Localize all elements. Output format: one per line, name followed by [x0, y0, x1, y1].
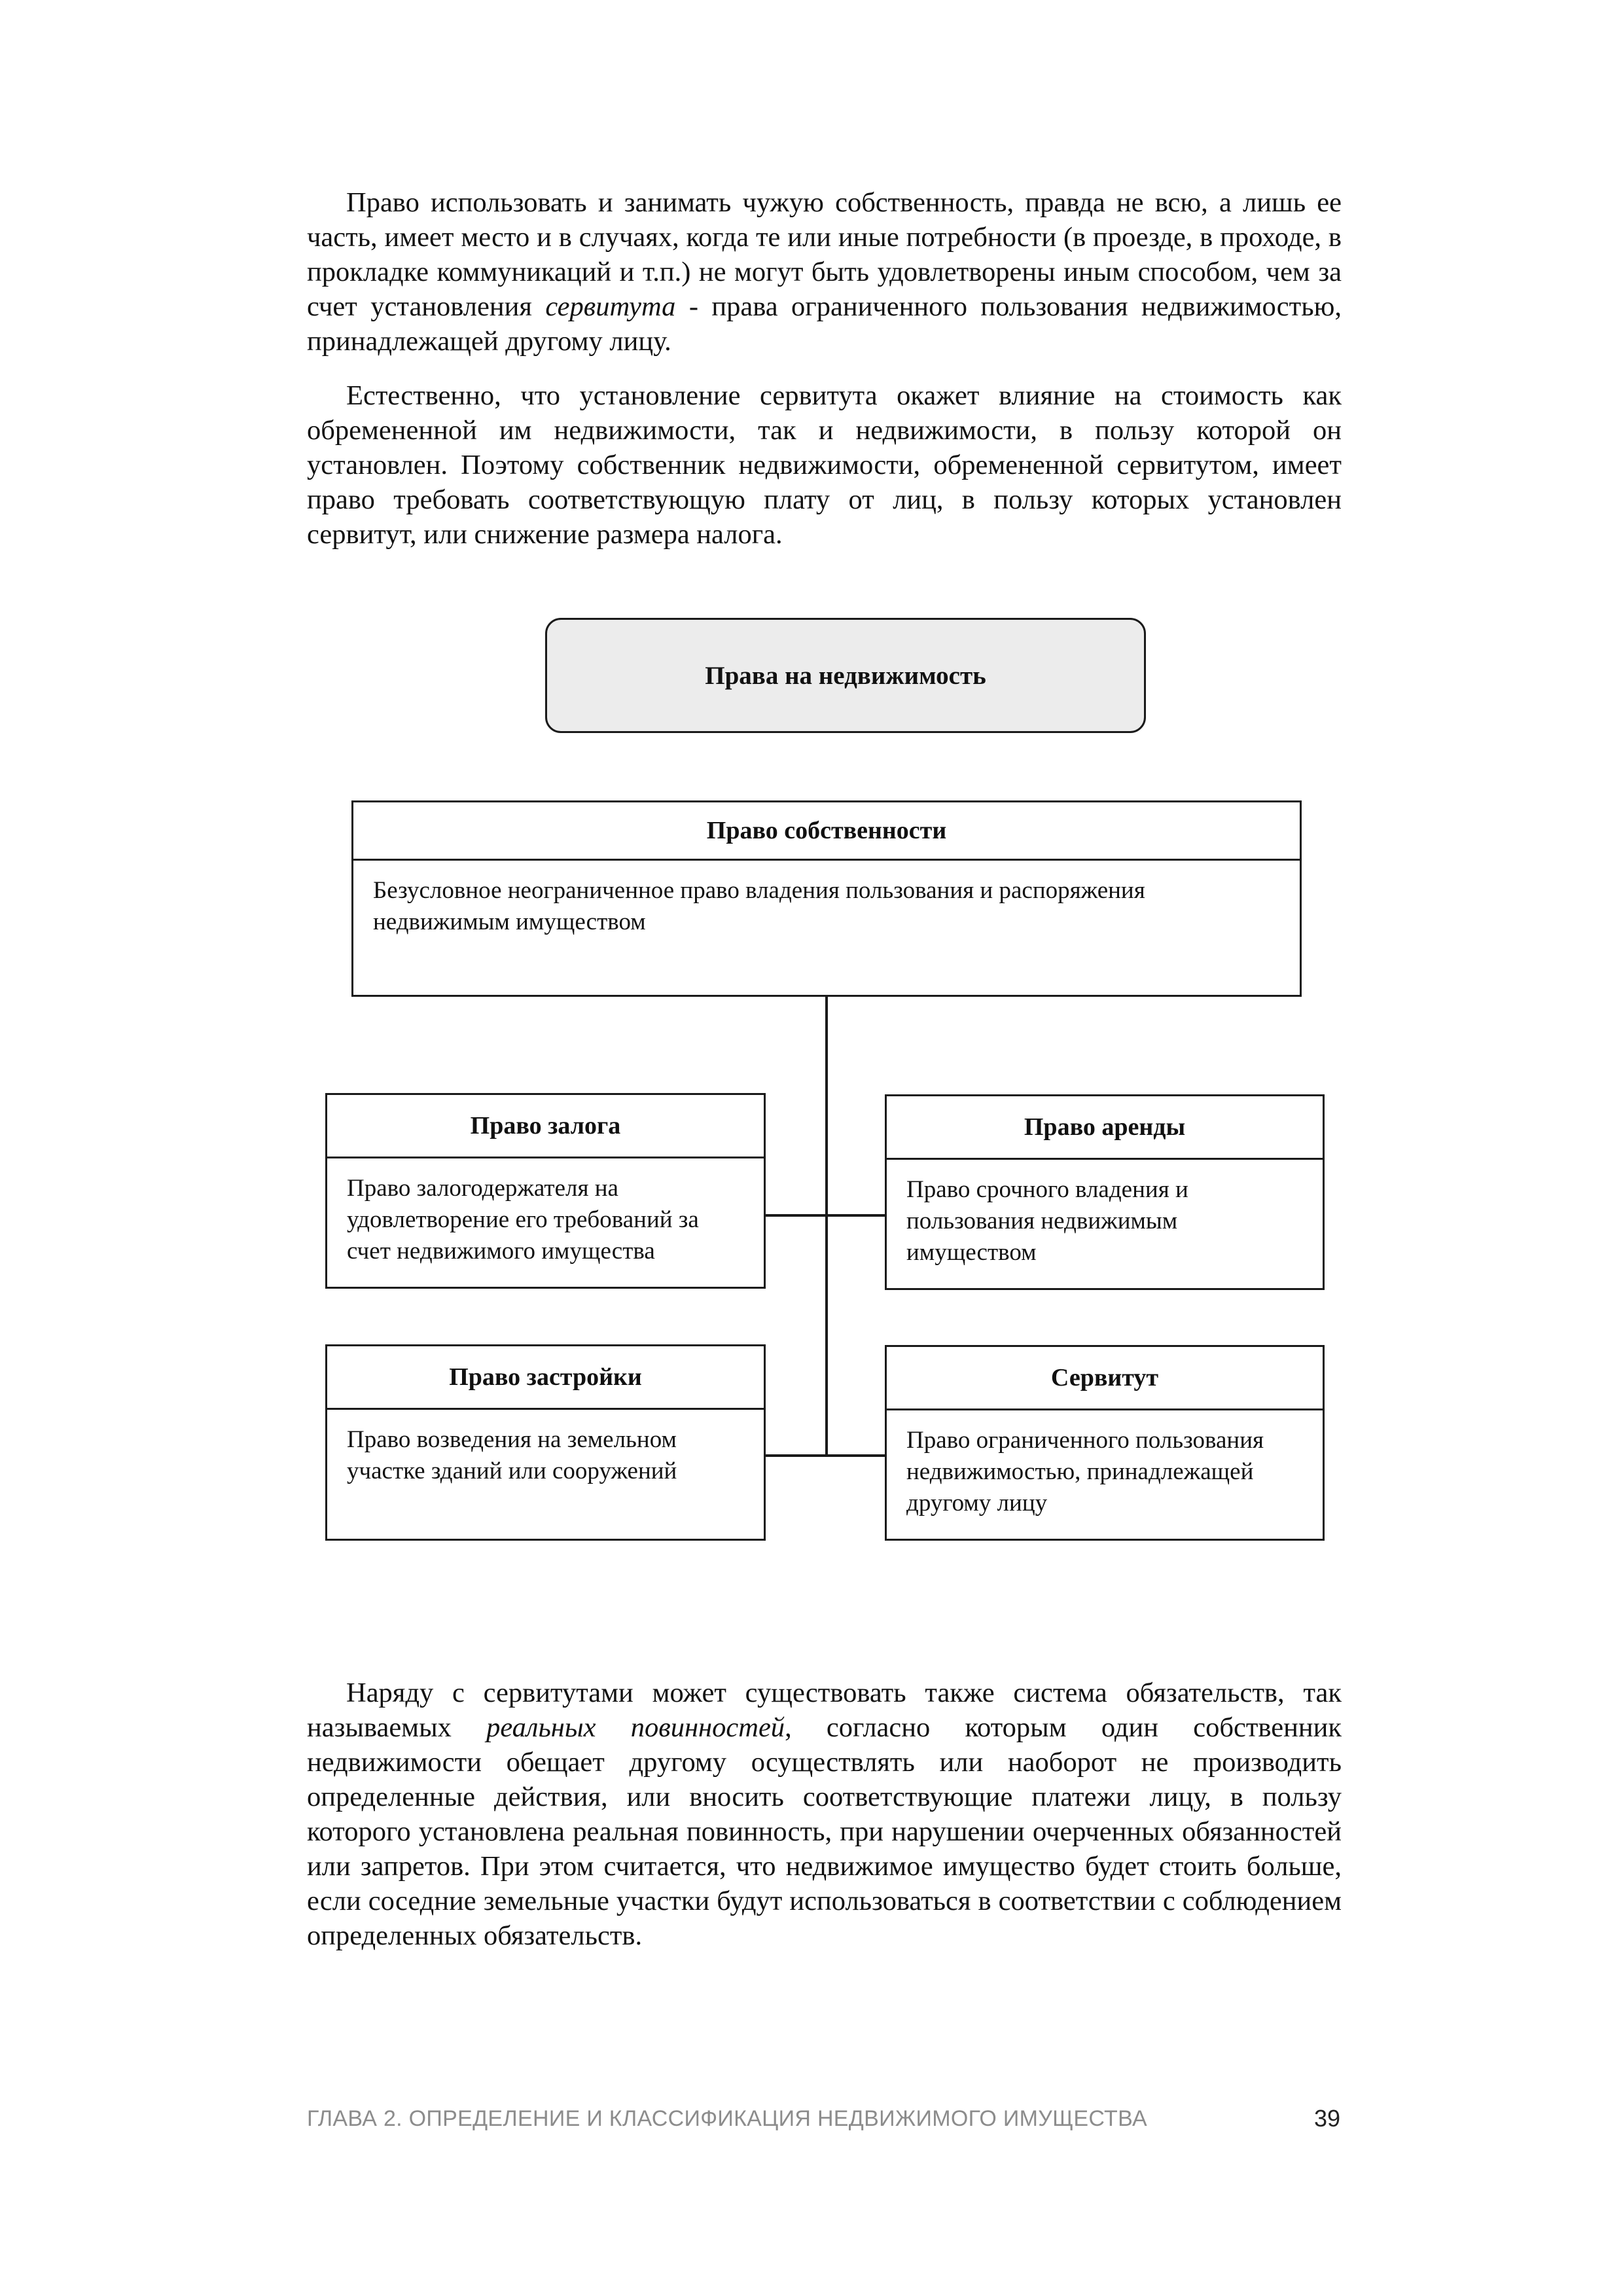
diagram-root-label: Права на недвижимость — [705, 661, 986, 690]
building-box — [325, 1344, 766, 1541]
paragraph-text: - права ограниченного пользования недвижимостью, принадлежащей другому лицу. — [307, 291, 1342, 357]
ownership-box — [351, 800, 1302, 997]
pledge-description: Право залогодержателя на удовлетворение его требований за счет недвижимого имущества — [347, 1175, 699, 1265]
ownership-description: Безусловное неограниченное право владения пользования и распоряжения недвижимым имуществом — [373, 877, 1145, 935]
term-real-obligations: реальных повинностей — [486, 1712, 785, 1743]
servitude-title: Сервитут — [887, 1347, 1323, 1410]
connector-building — [764, 1454, 827, 1457]
building-description: Право возведения на земельном участке зданий или сооружений — [347, 1426, 677, 1484]
pledge-box — [325, 1093, 766, 1289]
paragraph-servitude-value: Естественно, что установление сервитута окажет влияние на стоимость как обремененной им недвижимости, так и недвижимости, в пользу которой он установлен. Поэтому собственник недвижимости, обремененной сервитутом, имеет право требовать соответствующую плату от лиц, в пользу которых установлен сервитут, или снижение размера налога. — [307, 380, 1342, 550]
lease-description: Право срочного владения и пользования недвижимым имуществом — [906, 1176, 1188, 1266]
connector-servitude — [825, 1454, 886, 1457]
connector-lease — [825, 1214, 886, 1217]
paragraph-text: , согласно которым один собственник недвижимости обещает другому осуществлять или наоборот не производить определенные действия, или вносить соответствующие платежи лицу, в пользу которого установлена реальная повинность, при нарушении очерченных обязанностей или запретов. При этом считается, что недвижимое имущество будет стоить больше, если соседние земельные участки будут использоваться в соответствии с соблюдением определенных обязательств. — [307, 1712, 1342, 1951]
paragraph-real-obligations — [307, 1676, 1342, 1953]
footer-chapter-title: ГЛАВА 2. ОПРЕДЕЛЕНИЕ И КЛАССИФИКАЦИЯ НЕДВИЖИМОГО ИМУЩЕСТВА — [307, 2106, 1147, 2131]
pledge-title: Право залога — [327, 1095, 764, 1158]
term-servitude: сервитута — [545, 291, 676, 322]
servitude-description: Право ограниченного пользования недвижимостью, принадлежащей другому лицу — [906, 1427, 1264, 1516]
paragraph-text: Право использовать и занимать чужую собственность, правда не всю, а лишь ее часть, имеет место и в случаях, когда те или иные потребности (в проезде, в проходе, в прокладке коммуникаций и т.п.) не могут быть удовлетворены иным способом, чем за счет установления — [307, 187, 1342, 322]
lease-title: Право аренды — [887, 1096, 1323, 1160]
paragraph-text: Наряду с сервитутами может существовать также система обязательств, так называемых — [307, 1677, 1342, 1743]
paragraph-servitude-intro — [307, 185, 1342, 359]
lease-box — [885, 1094, 1325, 1290]
building-title: Право застройки — [327, 1346, 764, 1410]
page-number: 39 — [1313, 2105, 1340, 2132]
ownership-title: Право собственности — [353, 802, 1300, 861]
connector-vertical — [825, 996, 828, 1457]
diagram-root-box — [545, 618, 1146, 733]
servitude-box — [885, 1345, 1325, 1541]
connector-pledge — [764, 1214, 827, 1217]
